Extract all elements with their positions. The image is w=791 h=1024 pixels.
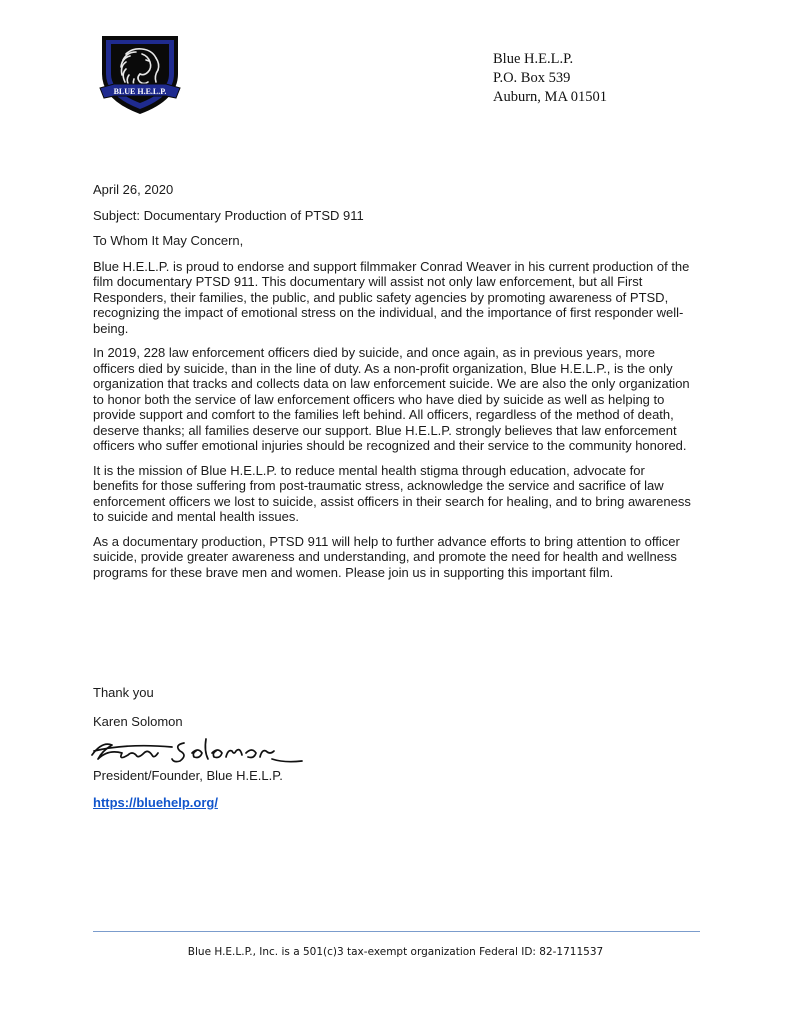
letter-closing <box>93 685 183 729</box>
letter-date: April 26, 2020 <box>93 182 174 197</box>
lion-shield-icon <box>96 30 184 116</box>
address-org: Blue H.E.L.P. <box>493 51 574 67</box>
paragraph-conclusion: As a documentary production, PTSD 911 will help to further advance efforts to bring attention to officer suicide, provide greater awareness and understanding, and promote the need for health and wellness programs for these brave men and women. Please join us in supporting this important film. <box>93 533 680 580</box>
return-address <box>493 50 607 107</box>
address-city-state-zip: Auburn, MA 01501 <box>493 89 607 105</box>
closing-thanks: Thank you <box>93 685 154 700</box>
letter-body <box>93 182 693 589</box>
logo-text: BLUE H.E.L.P. <box>113 87 167 96</box>
website-link[interactable]: https://bluehelp.org/ <box>93 795 218 810</box>
signer-title: President/Founder, Blue H.E.L.P. <box>93 768 283 783</box>
footer-tax-info: Blue H.E.L.P., Inc. is a 501(c)3 tax-exempt organization Federal ID: 82-1711537 <box>187 946 604 958</box>
paragraph-statistics: In 2019, 228 law enforcement officers died by suicide, and once again, as in previous years, more officers died by suicide, than in the line of duty. As a non-profit organization, Blue H.E.L.P., is the only organization that tracks and collects data on law enforcement suicide. We are also the only organization to honor both the service of law enforcement officers who have died by suicide as well as helping to provide support and comfort to the families left behind. All officers, regardless of the method of death, deserve thanks; all families deserve our support. Blue H.E.L.P. strongly believes that law enforcement officers who suffer emotional injuries should be recognized and their service to the community honored. <box>93 345 690 453</box>
organization-logo <box>96 30 184 116</box>
signer-name: Karen Solomon <box>93 714 183 729</box>
paragraph-endorsement: Blue H.E.L.P. is proud to endorse and support filmmaker Conrad Weaver in his current production of the film documentary PTSD 911. This documentary will assist not only law enforcement, but all First Responders, their families, the public, and public safety agencies by promoting awareness of PTSD, recognizing the impact of emotional stress on the individual, and the importance of first responder well-being. <box>93 258 690 336</box>
handwritten-signature-icon <box>88 733 308 769</box>
letter-salutation: To Whom It May Concern, <box>93 233 244 248</box>
address-po-box: P.O. Box 539 <box>493 70 571 86</box>
footer-divider <box>93 931 700 932</box>
letter-subject: Subject: Documentary Production of PTSD 911 <box>93 207 364 223</box>
paragraph-mission: It is the mission of Blue H.E.L.P. to reduce mental health stigma through education, advocate for benefits for those suffering from post-traumatic stress, acknowledge the service and sacrifice of law enforcement officers we lost to suicide, assist officers in their search for healing, and to bring awareness to suicide and mental health issues. <box>93 462 691 524</box>
